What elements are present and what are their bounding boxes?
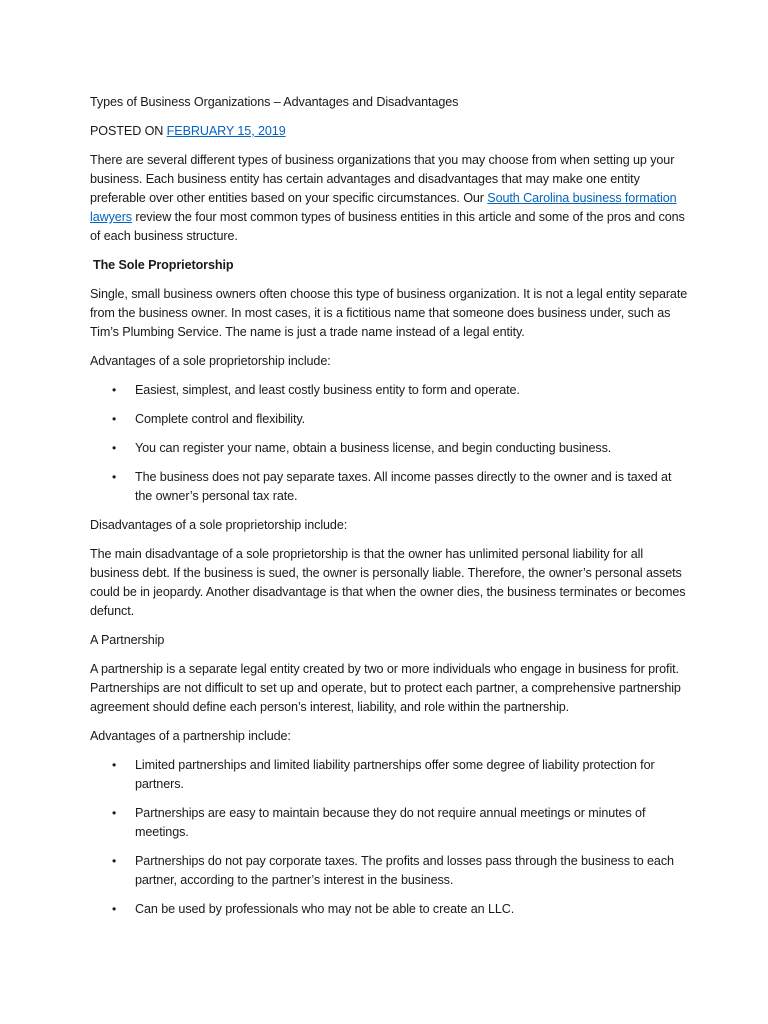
partnership-advantages-list bbox=[90, 756, 688, 919]
intro-text-after-link: review the four most common types of business entities in this article and some of the pros and cons of each business structure. bbox=[90, 210, 685, 243]
bullet-icon: • bbox=[112, 470, 117, 484]
posted-line bbox=[90, 122, 688, 141]
sole-proprietorship-heading: The Sole Proprietorship bbox=[93, 258, 234, 272]
list-item bbox=[90, 410, 688, 429]
list-item bbox=[90, 468, 688, 506]
list-item-text: The business does not pay separate taxes. All income passes directly to the owner and is taxed at the owner’s personal tax rate. bbox=[135, 470, 672, 503]
list-item-text: Partnerships do not pay corporate taxes. The profits and losses pass through the business to each partner, according to the partner’s interest in the business. bbox=[135, 854, 674, 887]
partnership-heading: A Partnership bbox=[90, 633, 165, 647]
list-item-text: Complete control and flexibility. bbox=[135, 412, 306, 426]
list-item-text: Easiest, simplest, and least costly business entity to form and operate. bbox=[135, 383, 520, 397]
bullet-icon: • bbox=[112, 412, 117, 426]
sole-proprietorship-description: Single, small business owners often choose this type of business organization. It is not a legal entity separate from the business owner. In most cases, it is a fictitious name that someone does business under, such as Tim’s Plumbing Service. The name is just a trade name instead of a legal entity. bbox=[90, 287, 688, 339]
sole-proprietorship-disadvantages-text: The main disadvantage of a sole proprietorship is that the owner has unlimited personal liability for all business debt. If the business is sued, the owner is personally liable. Therefore, the owner’s personal assets could be in jeopardy. Another disadvantage is that when the owner dies, the business terminates or becomes defunct. bbox=[90, 547, 686, 618]
intro-text-before-link: There are several different types of business organizations that you may choose from when setting up your business. Each business entity has certain advantages and disadvantages that may make one entity preferable over other entities based on your specific circumstances. Our bbox=[90, 153, 675, 205]
list-item bbox=[90, 381, 688, 400]
list-item-text: Partnerships are easy to maintain because they do not require annual meetings or minutes of meetings. bbox=[135, 806, 646, 839]
sole-proprietorship-disadvantages-intro: Disadvantages of a sole proprietorship include: bbox=[90, 518, 348, 532]
bullet-icon: • bbox=[112, 806, 117, 820]
list-item bbox=[90, 852, 688, 890]
partnership-advantages-intro: Advantages of a partnership include: bbox=[90, 729, 291, 743]
sole-proprietorship-advantages-list bbox=[90, 381, 688, 506]
partnership-description: A partnership is a separate legal entity created by two or more individuals who engage in business for profit. Partnerships are not difficult to set up and operate, but to protect each partner, a comprehensive partnership agreement should define each person’s interest, liability, and role within the partnership. bbox=[90, 662, 681, 714]
article-title: Types of Business Organizations – Advantages and Disadvantages bbox=[90, 95, 459, 109]
list-item bbox=[90, 900, 688, 919]
posted-date-link[interactable]: FEBRUARY 15, 2019 bbox=[166, 124, 286, 138]
posted-prefix: POSTED ON bbox=[90, 124, 167, 138]
list-item-text: You can register your name, obtain a business license, and begin conducting business. bbox=[135, 441, 612, 455]
list-item bbox=[90, 804, 688, 842]
list-item bbox=[90, 439, 688, 458]
bullet-icon: • bbox=[112, 854, 117, 868]
list-item-text: Can be used by professionals who may not be able to create an LLC. bbox=[135, 902, 515, 916]
sole-proprietorship-advantages-intro: Advantages of a sole proprietorship include: bbox=[90, 354, 331, 368]
bullet-icon: • bbox=[112, 758, 117, 772]
bullet-icon: • bbox=[112, 441, 117, 455]
bullet-icon: • bbox=[112, 902, 117, 916]
bullet-icon: • bbox=[112, 383, 117, 397]
list-item-text: Limited partnerships and limited liability partnerships offer some degree of liability protection for partners. bbox=[135, 758, 655, 791]
list-item bbox=[90, 756, 688, 794]
intro-paragraph bbox=[90, 151, 688, 246]
business-formation-lawyers-link[interactable]: South Carolina business formation lawyers bbox=[90, 191, 677, 224]
